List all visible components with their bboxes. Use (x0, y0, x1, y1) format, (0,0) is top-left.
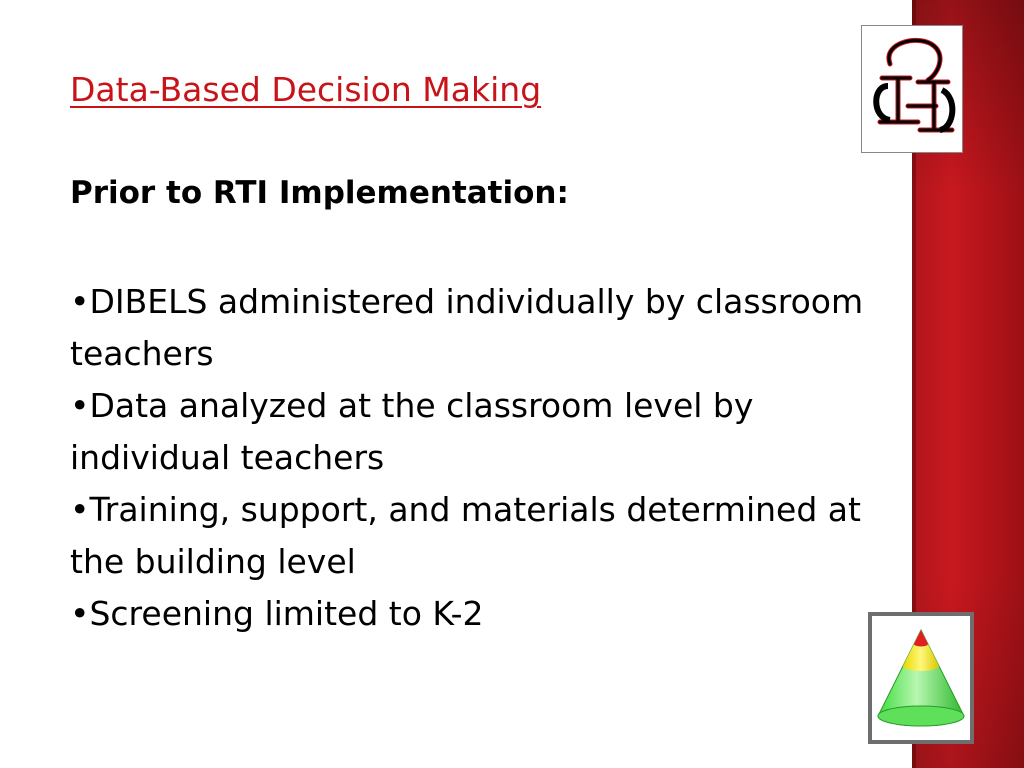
bullet-item: •DIBELS administered individually by classroom teachers (70, 282, 864, 373)
bullet-item: •Screening limited to K-2 (70, 594, 484, 633)
bullet-item: •Data analyzed at the classroom level by individual teachers (70, 386, 754, 477)
rti-cone-icon (868, 612, 974, 744)
bullet-list (70, 276, 870, 640)
slide-title: Data-Based Decision Making (70, 70, 542, 109)
bullet-item: •Training, support, and materials determined at the building level (70, 490, 861, 581)
oh-logo-icon (861, 25, 963, 153)
slide-subtitle: Prior to RTI Implementation: (70, 175, 569, 211)
